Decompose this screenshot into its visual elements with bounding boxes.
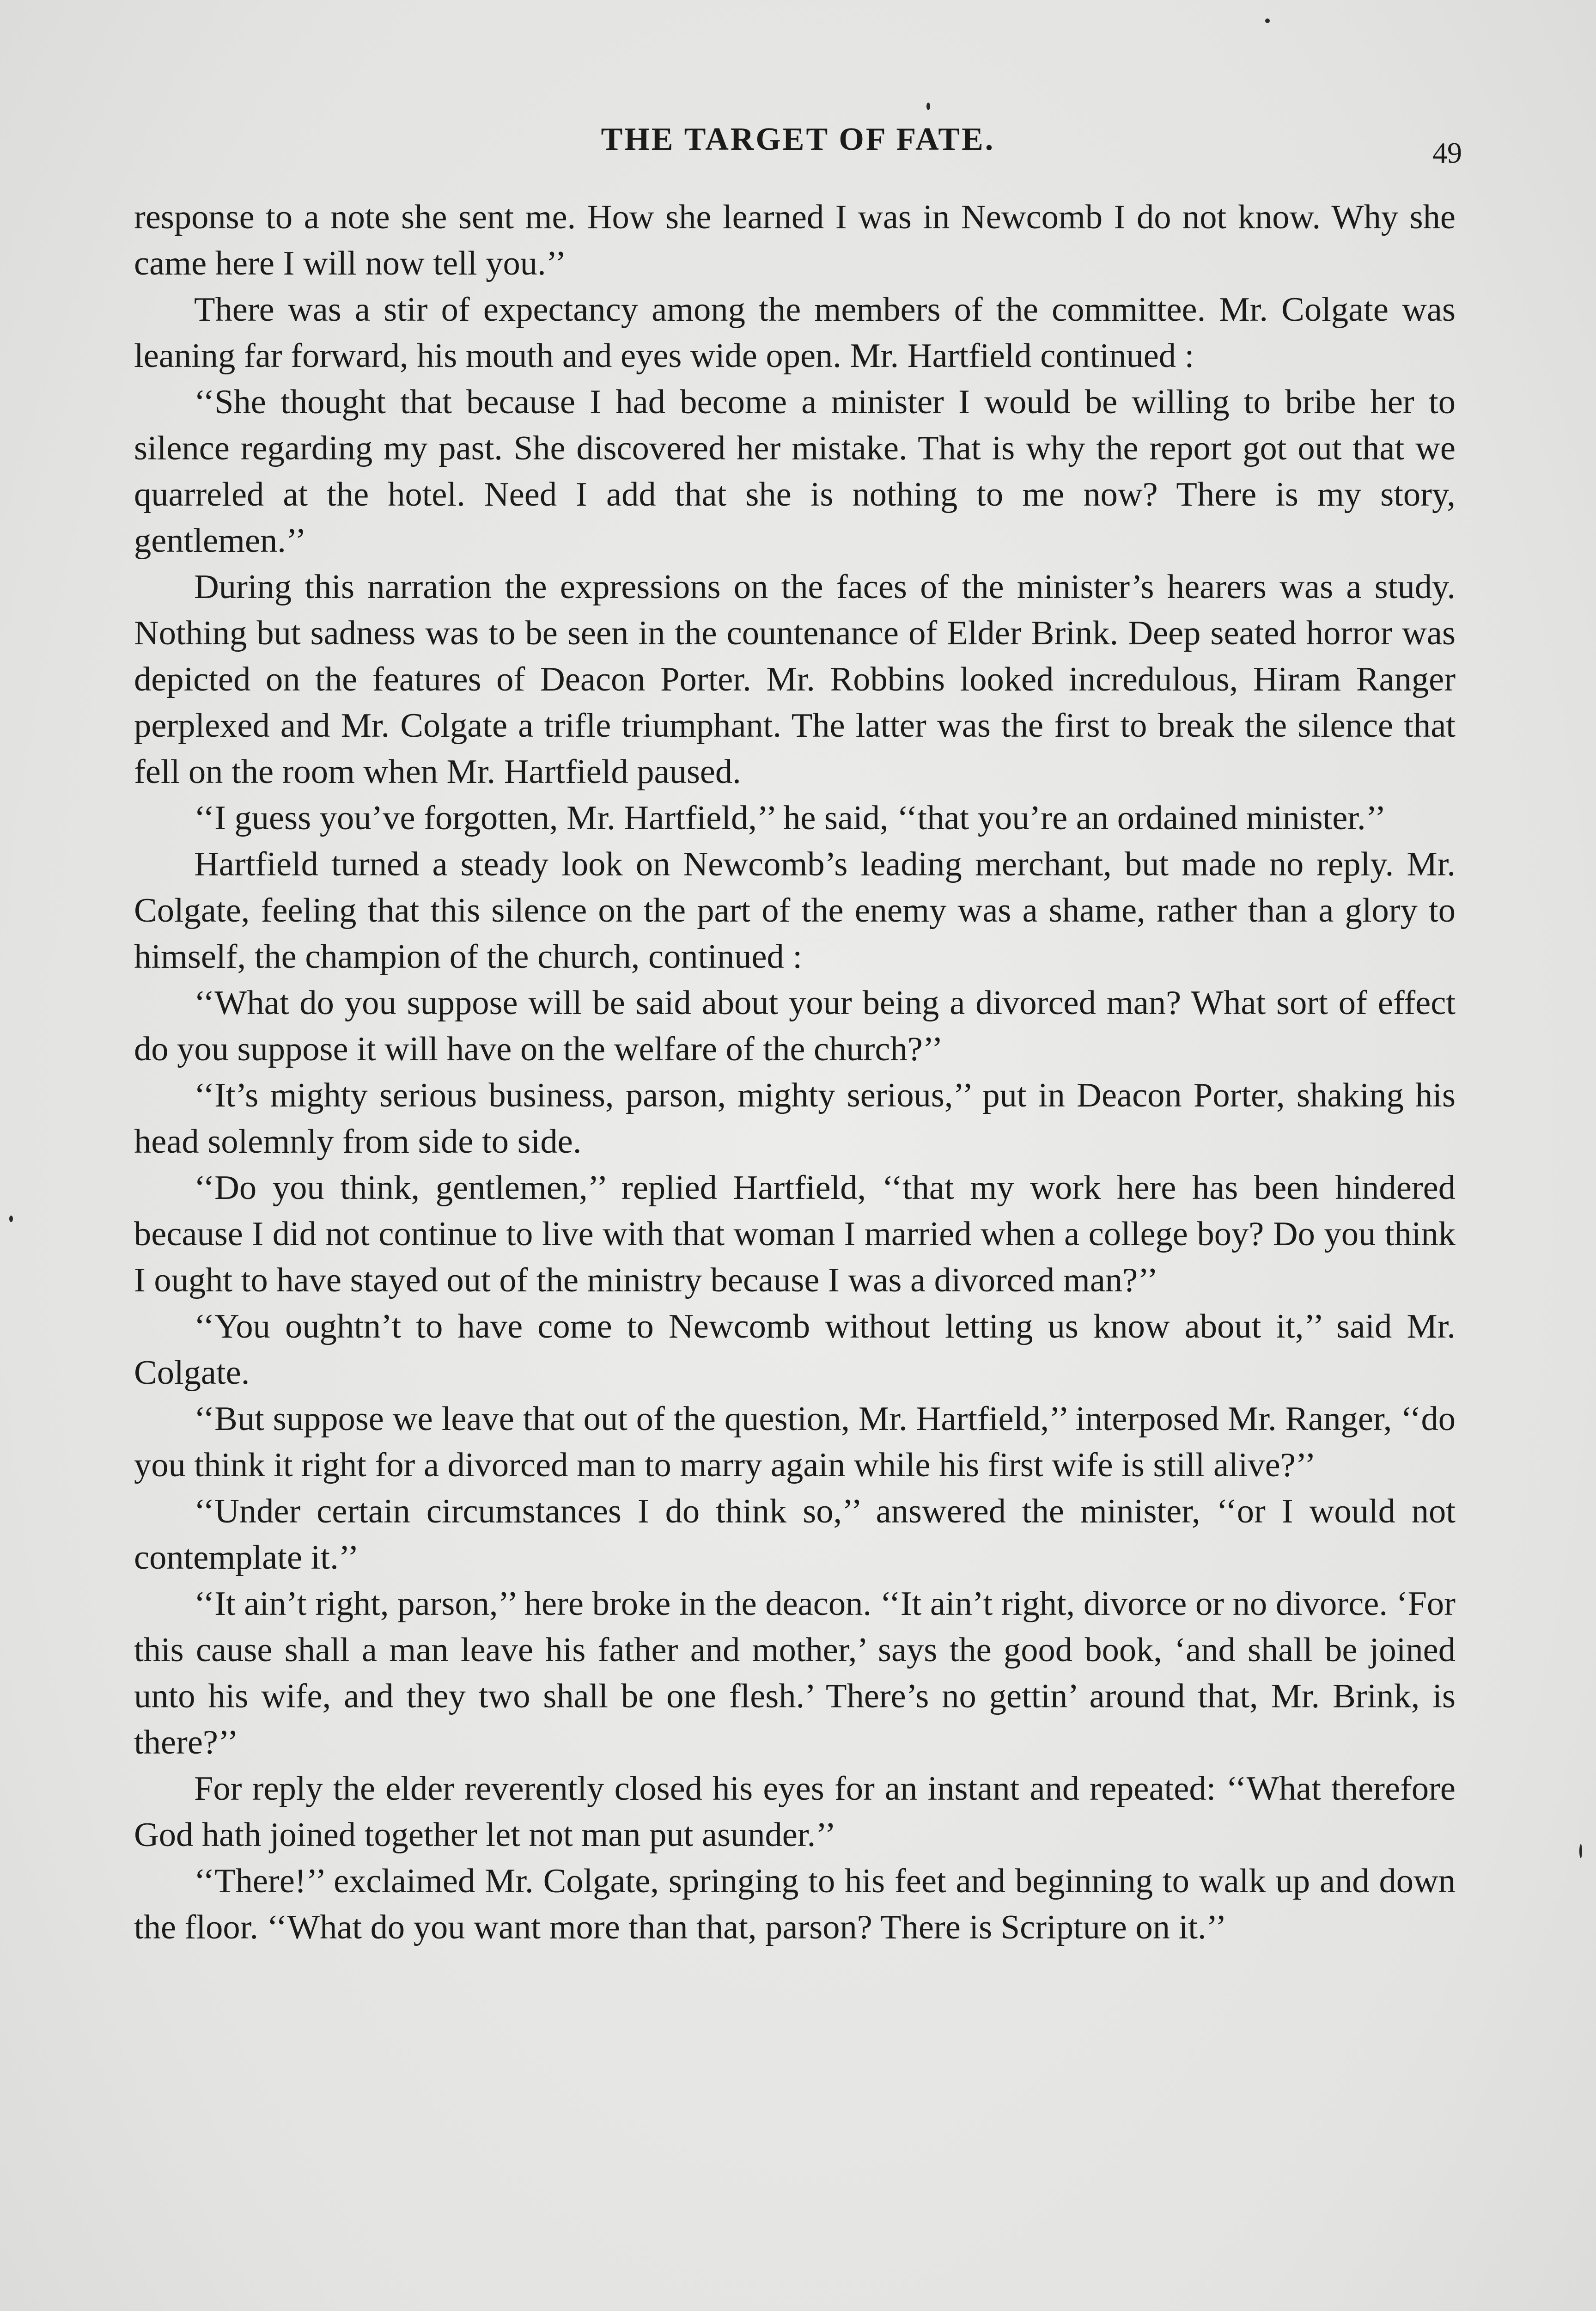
paragraph: response to a note she sent me. How she learned I was in Newcomb I do not know. Why she came here I will now tell you.’’	[134, 198, 1456, 282]
paragraph: ‘‘I guess you’ve forgotten, Mr. Hartfield,’’ he said, ‘‘that you’re an ordained minister.’’	[194, 799, 1386, 837]
paragraph: ‘‘Do you think, gentlemen,’’ replied Hartfield, ‘‘that my work here has been hindered because I did not continue to live with that woman I married when a college boy? Do you think I ought to have stayed out of the ministry because I was a divorced man?’’	[134, 1169, 1456, 1299]
paragraph: Hartfield turned a steady look on Newcomb’s leading merchant, but made no reply. Mr. Colgate, feeling that this silence on the part of the enemy was a shame, rather than a glory to himself, the champion of the church, continued :	[134, 845, 1456, 976]
page-header	[0, 121, 1596, 177]
paragraph: ‘‘What do you suppose will be said about your being a divorced man? What sort of effect do you suppose it will have on the welfare of the church?’’	[134, 984, 1456, 1068]
paragraph: For reply the elder reverently closed his eyes for an instant and repeated: ‘‘What therefore God hath joined together let not man put asunder.’’	[134, 1770, 1456, 1854]
paragraph: There was a stir of expectancy among the members of the committee. Mr. Colgate was leaning far forward, his mouth and eyes wide open. Mr. Hartfield continued :	[134, 291, 1456, 375]
print-speck	[1579, 1844, 1582, 1858]
print-speck	[1265, 18, 1270, 23]
running-title: THE TARGET OF FATE.	[601, 122, 995, 157]
body-text	[134, 194, 1456, 1950]
paragraph: ‘‘Under certain circumstances I do think so,’’ answered the minister, ‘‘or I would not contemplate it.’’	[134, 1492, 1456, 1577]
paragraph: ‘‘It ain’t right, parson,’’ here broke in the deacon. ‘‘It ain’t right, divorce or no divorce. ‘For this cause shall a man leave his father and mother,’ says the good book, ‘and shall be joined unto his wife, and they two shall be one flesh.’ There’s no gettin’ around that, Mr. Brink, is there?’’	[134, 1585, 1456, 1761]
paragraph: ‘‘There!’’ exclaimed Mr. Colgate, springing to his feet and beginning to walk up and down the floor. ‘‘What do you want more than that, parson? There is Scripture on it.’’	[134, 1862, 1456, 1946]
paragraph: ‘‘It’s mighty serious business, parson, mighty serious,’’ put in Deacon Porter, shaking his head solemnly from side to side.	[134, 1076, 1456, 1161]
paragraph: ‘‘But suppose we leave that out of the question, Mr. Hartfield,’’ interposed Mr. Ranger, ‘‘do you think it right for a divorced man to marry again while his first wife is still alive?’’	[134, 1400, 1456, 1484]
paragraph: ‘‘She thought that because I had become a minister I would be willing to bribe her to silence regarding my past. She discovered her mistake. That is why the report got out that we quarreled at the hotel. Need I add that she is nothing to me now? There is my story, gentlemen.’’	[134, 383, 1456, 560]
paragraph: ‘‘You oughtn’t to have come to Newcomb without letting us know about it,’’ said Mr. Colgate.	[134, 1308, 1456, 1392]
print-speck	[9, 1216, 13, 1222]
paragraph: During this narration the expressions on the faces of the minister’s hearers was a study. Nothing but sadness was to be seen in the countenance of Elder Brink. Deep seated horror was depicted on the features of Deacon Porter. Mr. Robbins looked incredulous, Hiram Ranger perplexed and Mr. Colgate a trifle triumphant. The latter was the first to break the silence that fell on the room when Mr. Hartfield paused.	[134, 568, 1456, 791]
page-number: 49	[1432, 136, 1462, 169]
print-speck	[926, 103, 930, 110]
